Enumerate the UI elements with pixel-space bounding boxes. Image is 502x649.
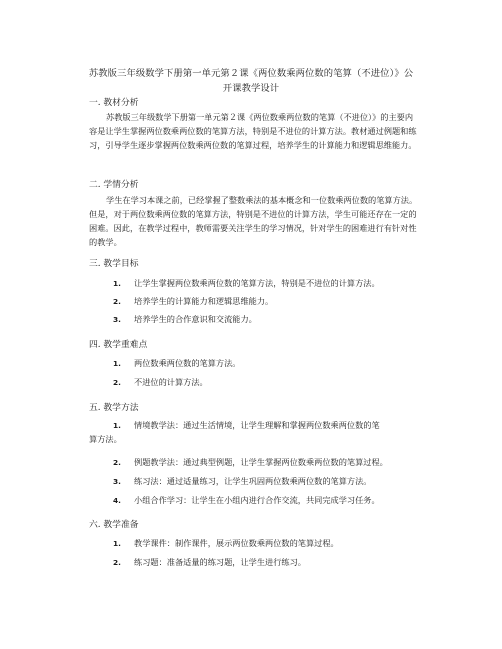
section-paragraph-learners: 学生在学习本课之前，已经掌握了整数乘法的基本概念和一位数乘两位数的笔算方法。但是，对于两位数乘两位数的笔算方法，特别是不进位的计算方法，学生可能还存在一定的困难。因此，在教学过程中，教师需要关注学生的学习情况，针对学生的困难进行有针对性的教学。 [89, 195, 418, 247]
list-item-text: 培养学生的合作意识和交流能力。 [134, 314, 257, 324]
title-line-2: 开课教学设计 [222, 83, 280, 94]
list-item [113, 556, 431, 570]
document-title [60, 66, 442, 96]
list-item-text: 练习法：通过适量练习，让学生巩固两位数乘两位数的笔算方法。 [134, 476, 372, 486]
list-item-number: 2. [113, 458, 121, 467]
list-item-number: 2. [113, 558, 121, 567]
list-item [113, 475, 431, 489]
list-item [113, 456, 431, 470]
list-item [113, 277, 431, 291]
list-item-text: 小组合作学习：让学生在小组内进行合作交流，共同完成学习任务。 [134, 495, 380, 505]
list-item-number: 4. [113, 496, 121, 505]
list-item-text: 情境教学法：通过生活情境，让学生理解和掌握两位数乘两位数的笔 [134, 420, 380, 430]
list-item [113, 376, 431, 390]
list-item [113, 295, 431, 309]
list-item-text: 培养学生的计算能力和逻辑思维能力。 [134, 296, 274, 306]
list-item-number: 1. [113, 279, 121, 288]
list-item-number: 1. [113, 359, 121, 368]
list-item-text: 例题教学法：通过典型例题，让学生掌握两位数乘两位数的笔算过程。 [134, 457, 388, 467]
list-item-number: 3. [113, 315, 121, 324]
list-item-continuation: 算方法。 [89, 434, 122, 444]
list-item [113, 537, 431, 551]
list-item-number: 1. [113, 421, 121, 430]
section-heading-methods: 五. 教学方法 [89, 403, 139, 413]
section-paragraph-materials: 苏教版三年级数学下册第一单元第２课《两位数乘两位数的笔算（不进位）》的主要内容是让学生掌握两位数乘两位数的笔算方法，特别是不进位的计算方法。教材通过例题和练习，引导学生逐步掌握两位数乘两位数的笔算过程，培养学生的计算能力和逻辑思维能力。 [89, 112, 417, 150]
list-item-number: 1. [113, 539, 121, 548]
list-item-number: 2. [113, 378, 121, 387]
list-item-number: 3. [113, 477, 121, 486]
list-item [113, 494, 431, 508]
list-item-text: 让学生掌握两位数乘两位数的笔算方法，特别是不进位的计算方法。 [134, 278, 380, 288]
list-item-text: 不进位的计算方法。 [134, 377, 208, 387]
section-heading-learners: 二. 学情分析 [89, 180, 139, 190]
title-line-1: 苏教版三年级数学下册第一单元第２课《两位数乘两位数的笔算（不进位）》公 [88, 68, 414, 79]
list-item [113, 357, 431, 371]
list-item-number: 2. [113, 297, 121, 306]
list-item-text: 教学课件：制作课件，展示两位数乘两位数的笔算过程。 [134, 538, 339, 548]
list-item-text: 练习题：准备适量的练习题，让学生进行练习。 [134, 557, 306, 567]
section-heading-materials: 一. 教材分析 [89, 98, 139, 108]
list-item [113, 419, 431, 433]
section-heading-preparation: 六. 教学准备 [89, 520, 139, 530]
section-heading-objectives: 三. 教学目标 [89, 259, 139, 269]
list-item [113, 313, 431, 327]
section-heading-key-points: 四. 教学重难点 [89, 340, 148, 350]
list-item-text: 两位数乘两位数的笔算方法。 [134, 358, 241, 368]
